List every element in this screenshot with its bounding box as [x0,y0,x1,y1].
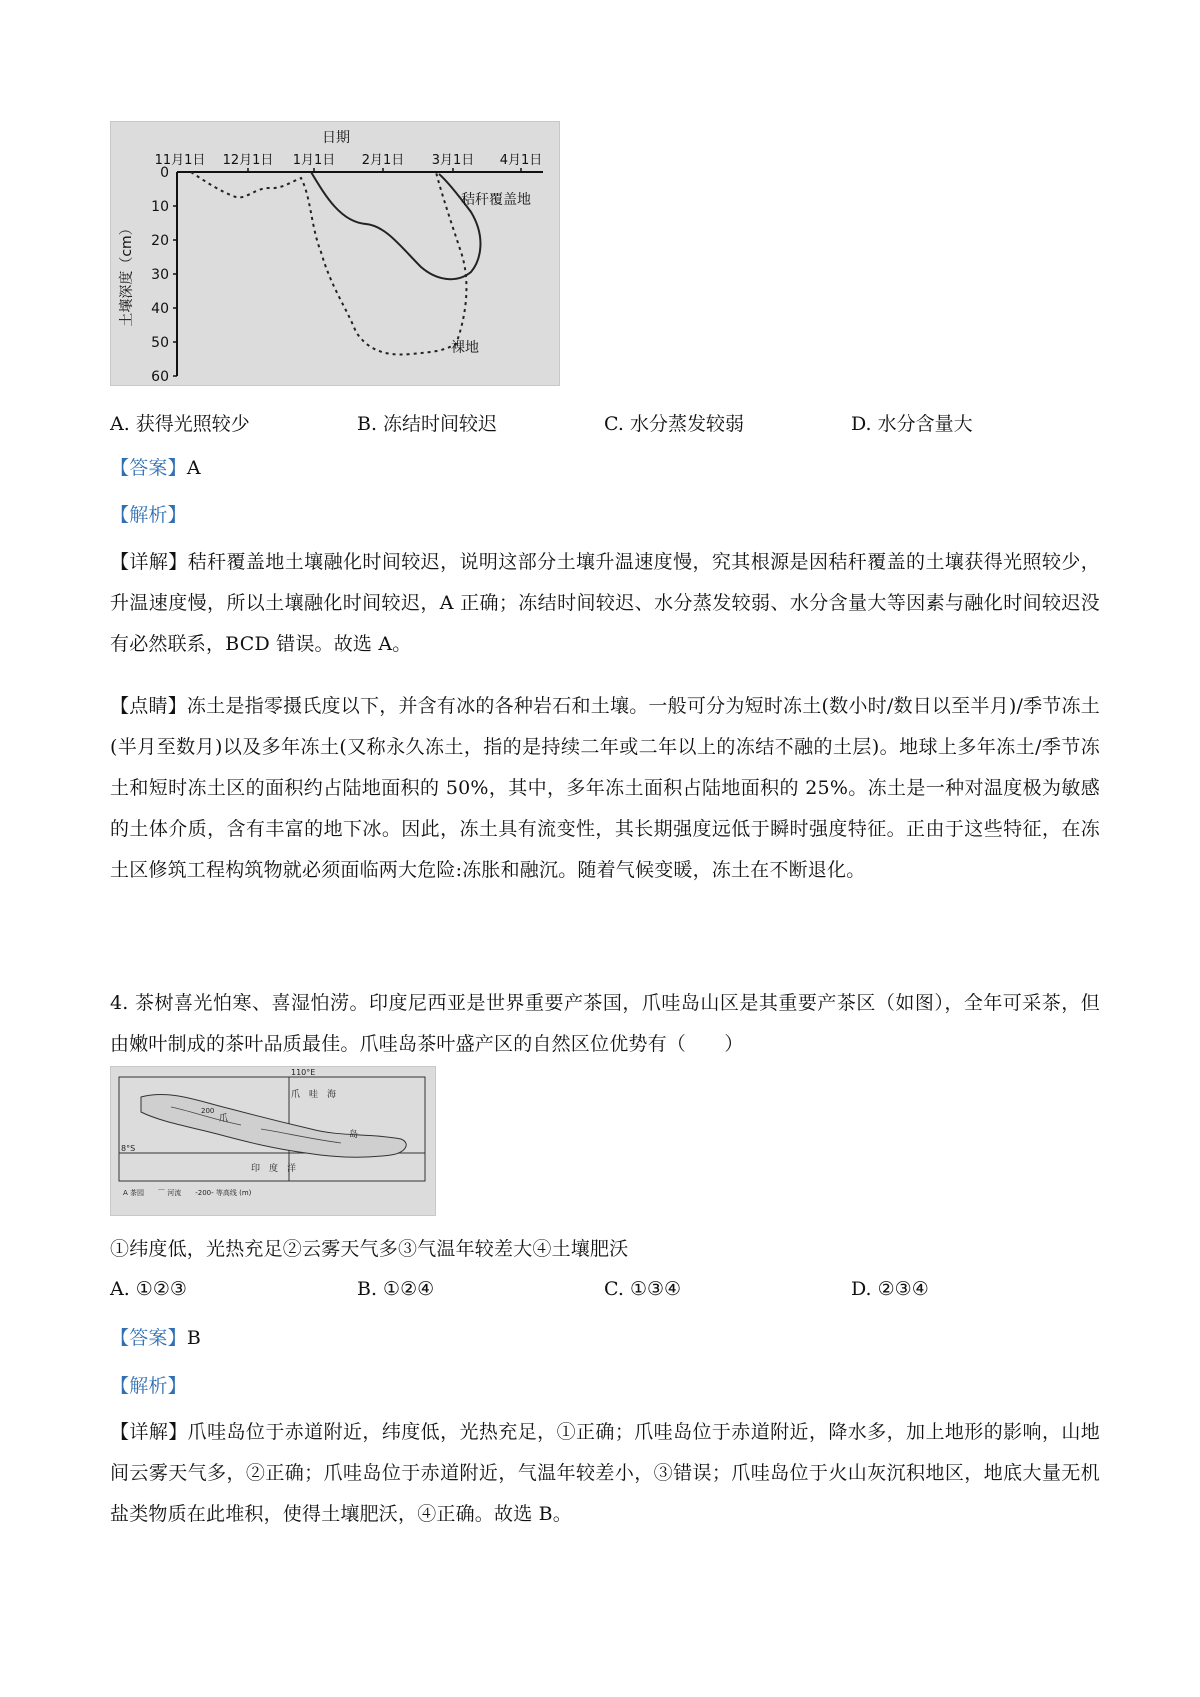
detail-text: 秸秆覆盖地土壤融化时间较迟，说明这部分土壤升温速度慢，究其根源是因秸秆覆盖的土壤获得光照较少，升温速度慢，所以土壤融化时间较迟，A 正确；冻结时间较迟、水分蒸发较弱、水分含量大等因素与融化时间较迟没有必然联系，BCD 错误。故选 A。 [110,551,1100,655]
java-sea-label: 爪 哇 海 [291,1090,337,1100]
q4-answer [110,1318,1100,1359]
option-b: B. 冻结时间较迟 [357,413,498,435]
q4-options [110,1278,1100,1308]
q3-options [110,409,1100,439]
x-tick-label: 4月1日 [499,153,543,168]
analysis-tag: 【解析】 [110,1375,187,1397]
option-b: B. ①②④ [357,1278,435,1300]
option-c: C. 水分蒸发较弱 [604,413,744,435]
island-label: 爪 [219,1114,229,1124]
answer-tag: 【答案】 [110,1327,187,1349]
analysis-tag: 【解析】 [110,504,187,526]
tip-tag: 【点睛】 [110,695,187,717]
q3-detail [110,542,1100,665]
detail-tag: 【详解】 [110,551,188,573]
q4-analysis [110,1366,1100,1407]
tip-text: 冻土是指零摄氏度以下，并含有冰的各种岩石和土壤。一般可分为短时冻土(数小时/数日以至半月)/季节冻土(半月至数月)以及多年冻土(又称永久冻土，指的是持续二年或二年以上的冻结不融的土层)。地球上多年冻土/季节冻土和短时冻土区的面积约占陆地面积的 50%，其中，多年冻土面积占陆地面积的 25%。冻土是一种对温度极为敏感的土体介质，含有丰富的地下冰。因此，冻土具有流变性，其长期强度远低于瞬时强度特征。正由于这些特征，在冻土区修筑工程构筑物就必须面临两大危险:冻胀和融沉。随着气候变暖，冻土在不断退化。 [110,695,1100,881]
straw-covered-curve [311,172,480,279]
answer-value: B [186,1327,201,1349]
q4-statements: ①纬度低，光热充足②云雾天气多③气温年较差大④土壤肥沃 [110,1238,629,1260]
y-tick-label: 40 [151,301,169,317]
y-tick-label: 50 [151,335,169,351]
longitude-label: 110°E [291,1068,316,1077]
option-a: A. 获得光照较少 [110,413,250,435]
option-d: D. 水分含量大 [851,413,973,435]
java-map-figure [110,1066,436,1216]
island-label-2: 岛 [349,1130,359,1140]
q3-analysis [110,495,1100,536]
q3-answer [110,448,1100,489]
indian-ocean-label: 印 度 洋 [251,1164,297,1174]
contour-label: 200 [201,1107,215,1115]
y-tick-label: 0 [160,165,169,181]
straw-covered-label: 秸秆覆盖地 [461,192,531,208]
map-legend: A 茶园 ⌒ 河流 -200- 等高线 (m) [123,1189,252,1197]
x-tick-label: 3月1日 [431,153,475,168]
x-tick-label: 1月1日 [292,153,336,168]
chart-top-label: 日期 [322,130,350,146]
frozen-soil-depth-figure [110,121,560,386]
answer-value: A [186,457,201,479]
q4-stem: 4. 茶树喜光怕寒、喜湿怕涝。印度尼西亚是世界重要产茶国，爪哇岛山区是其重要产茶区（如图），全年可采茶，但由嫩叶制成的茶叶品质最佳。爪哇岛茶叶盛产区的自然区位优势有（ ） [110,992,1100,1055]
option-d: D. ②③④ [851,1278,929,1300]
y-tick-label: 10 [151,199,169,215]
q3-tip [110,686,1100,891]
option-c: C. ①③④ [604,1278,682,1300]
y-axis-label: 土壤深度（cm） [119,221,135,327]
x-tick-label: 11月1日 [154,153,206,168]
option-a: A. ①②③ [110,1278,187,1300]
y-tick-label: 20 [151,233,169,249]
x-tick-label: 12月1日 [222,153,274,168]
java-map [111,1067,435,1215]
answer-tag: 【答案】 [110,457,187,479]
x-tick-label: 2月1日 [361,153,405,168]
detail-text: 爪哇岛位于赤道附近，纬度低，光热充足，①正确；爪哇岛位于赤道附近，降水多，加上地形的影响，山地间云雾天气多，②正确；爪哇岛位于赤道附近，气温年较差小，③错误；爪哇岛位于火山灰沉积地区，地底大量无机盐类物质在此堆积，使得土壤肥沃，④正确。故选 B。 [110,1421,1100,1525]
y-tick-label: 30 [151,267,169,283]
latitude-label: 8°S [121,1144,136,1153]
bare-land-label: 裸地 [451,340,479,356]
q4-detail [110,1412,1100,1535]
y-tick-label: 60 [151,369,169,385]
detail-tag: 【详解】 [110,1421,188,1443]
frozen-soil-chart [111,122,559,385]
java-island-shape [141,1094,406,1157]
